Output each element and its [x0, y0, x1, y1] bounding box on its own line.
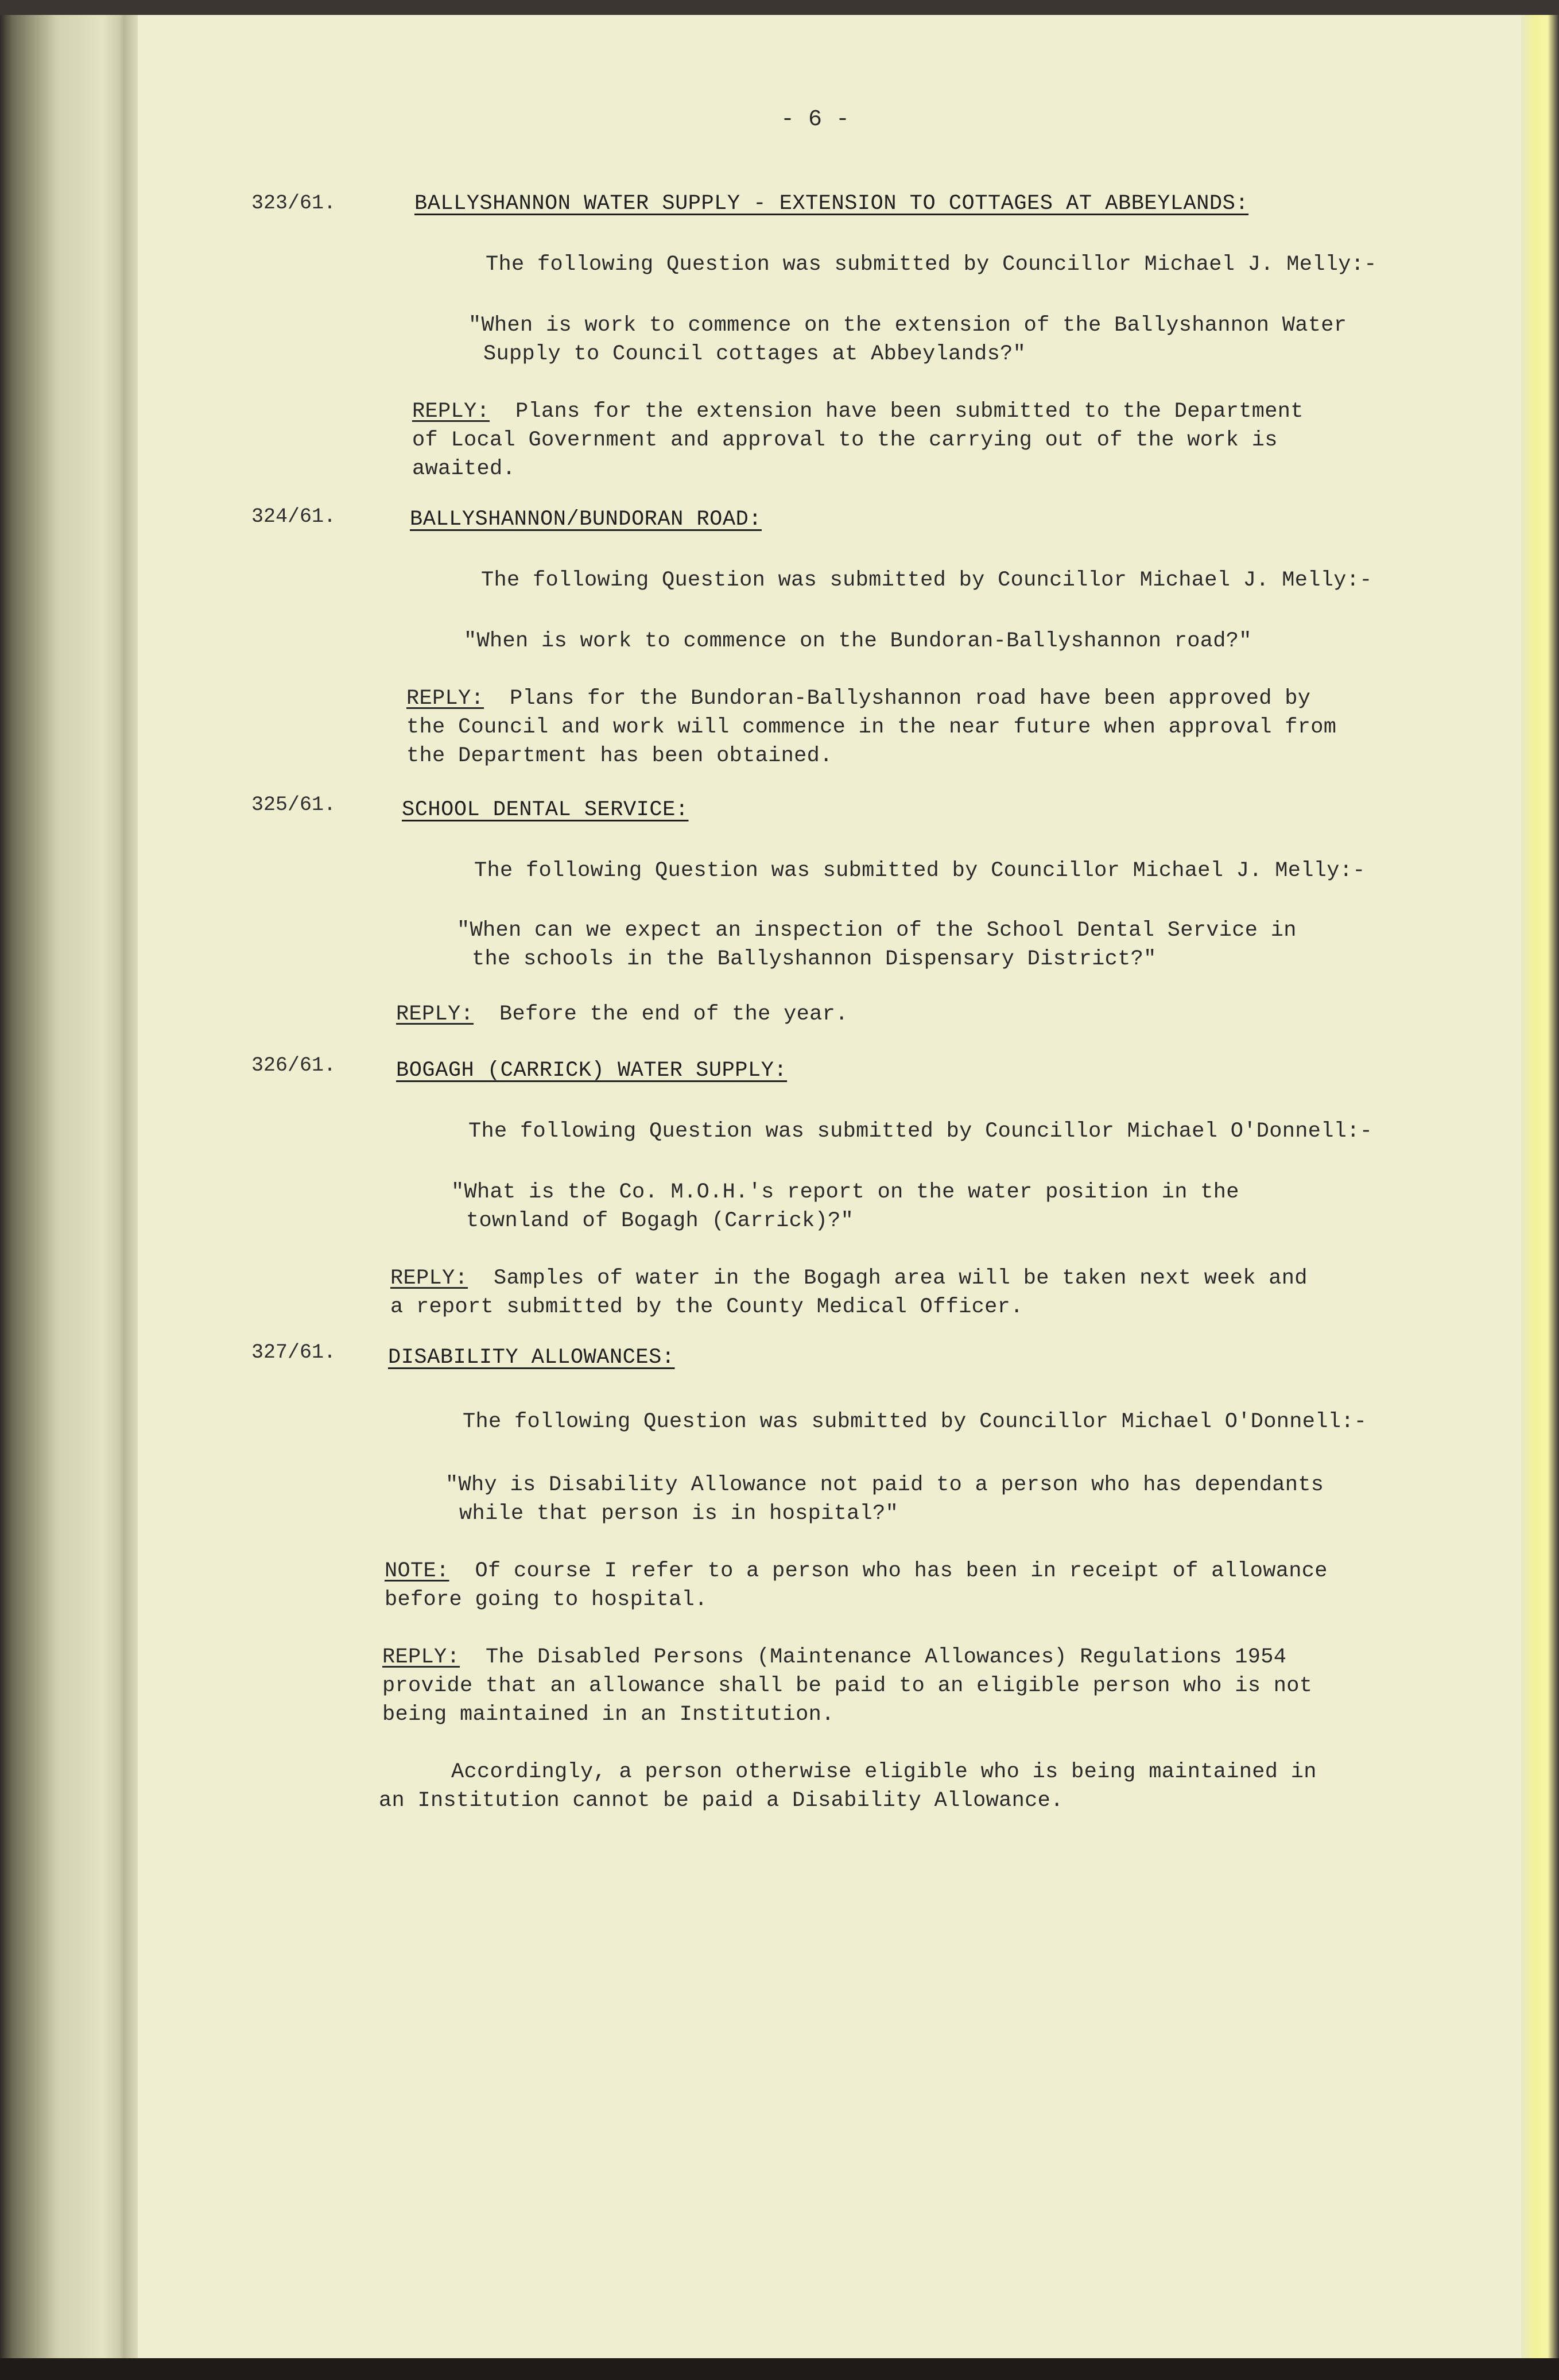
page-gutter — [103, 15, 138, 2358]
reply-text: REPLY: Before the end of the year. — [396, 1002, 848, 1026]
item-heading: BALLYSHANNON WATER SUPPLY - EXTENSION TO COTTAGES AT ABBEYLANDS: — [414, 192, 1249, 216]
question-text: "When is work to commence on the extension of the Ballyshannon Water — [468, 313, 1347, 338]
note-text: before going to hospital. — [385, 1588, 708, 1612]
note-text: NOTE: Of course I refer to a person who has been in receipt of allowance — [385, 1559, 1328, 1583]
note-label: NOTE: — [385, 1559, 449, 1583]
question-text: Supply to Council cottages at Abbeylands?" — [483, 342, 1026, 366]
question-text: the schools in the Ballyshannon Dispensary District?" — [472, 947, 1157, 971]
reply-text: REPLY: Plans for the extension have been submitted to the Department — [412, 400, 1304, 424]
minute-number: 327/61. — [251, 1341, 336, 1364]
reply-label: REPLY: — [396, 1002, 474, 1026]
question-intro: The following Question was submitted by Councillor Michael J. Melly:- — [474, 859, 1366, 883]
page-number: - 6 - — [780, 107, 850, 133]
item-heading: BOGAGH (CARRICK) WATER SUPPLY: — [396, 1059, 788, 1083]
reply-label: REPLY: — [412, 400, 490, 424]
question-intro: The following Question was submitted by Councillor Michael O'Donnell:- — [463, 1410, 1367, 1434]
minute-number: 325/61. — [251, 793, 336, 816]
reply-text: REPLY: Plans for the Bundoran-Ballyshannon road have been approved by — [406, 687, 1311, 711]
reply-text: of Local Government and approval to the carrying out of the work is — [412, 428, 1278, 452]
reply-text: REPLY: Samples of water in the Bogagh area will be taken next week and — [390, 1266, 1308, 1290]
question-text: "When can we expect an inspection of the School Dental Service in — [457, 918, 1297, 943]
reply-text: awaited. — [412, 457, 516, 481]
item-heading: DISABILITY ALLOWANCES: — [388, 1346, 675, 1370]
question-text: townland of Bogagh (Carrick)?" — [466, 1209, 854, 1233]
question-text: "Why is Disability Allowance not paid to a person who has dependants — [445, 1473, 1324, 1497]
reply-label: REPLY: — [390, 1266, 468, 1290]
scan-bottom-edge — [0, 2358, 1559, 2380]
item-heading: BALLYSHANNON/BUNDORAN ROAD: — [410, 507, 762, 532]
book-binding-edge — [0, 15, 103, 2358]
question-intro: The following Question was submitted by Councillor Michael O'Donnell:- — [468, 1119, 1373, 1144]
reply-text: REPLY: The Disabled Persons (Maintenance Allowances) Regulations 1954 — [382, 1645, 1287, 1669]
question-intro: The following Question was submitted by Councillor Michael J. Melly:- — [486, 253, 1377, 277]
followup-text: an Institution cannot be paid a Disability Allowance. — [379, 1789, 1064, 1813]
reply-label: REPLY: — [382, 1645, 460, 1669]
minute-number: 324/61. — [251, 505, 336, 528]
question-text: "What is the Co. M.O.H.'s report on the water position in the — [451, 1180, 1239, 1204]
scan-top-edge — [0, 0, 1559, 15]
reply-text: being maintained in an Institution. — [382, 1703, 835, 1727]
item-heading: SCHOOL DENTAL SERVICE: — [402, 798, 689, 822]
question-text: "When is work to commence on the Bundoran-Ballyshannon road?" — [464, 629, 1252, 653]
reply-label: REPLY: — [406, 687, 484, 711]
page-right-edge — [1521, 15, 1559, 2358]
minute-number: 326/61. — [251, 1054, 336, 1077]
reply-text: the Department has been obtained. — [406, 744, 833, 768]
question-intro: The following Question was submitted by Councillor Michael J. Melly:- — [481, 568, 1372, 592]
followup-text: Accordingly, a person otherwise eligible who is being maintained in — [451, 1760, 1317, 1784]
reply-text: the Council and work will commence in the near future when approval from — [406, 715, 1337, 739]
reply-text: provide that an allowance shall be paid to an eligible person who is not — [382, 1674, 1313, 1698]
question-text: while that person is in hospital?" — [459, 1502, 899, 1526]
reply-text: a report submitted by the County Medical Officer. — [390, 1295, 1023, 1319]
minute-number: 323/61. — [251, 192, 336, 215]
